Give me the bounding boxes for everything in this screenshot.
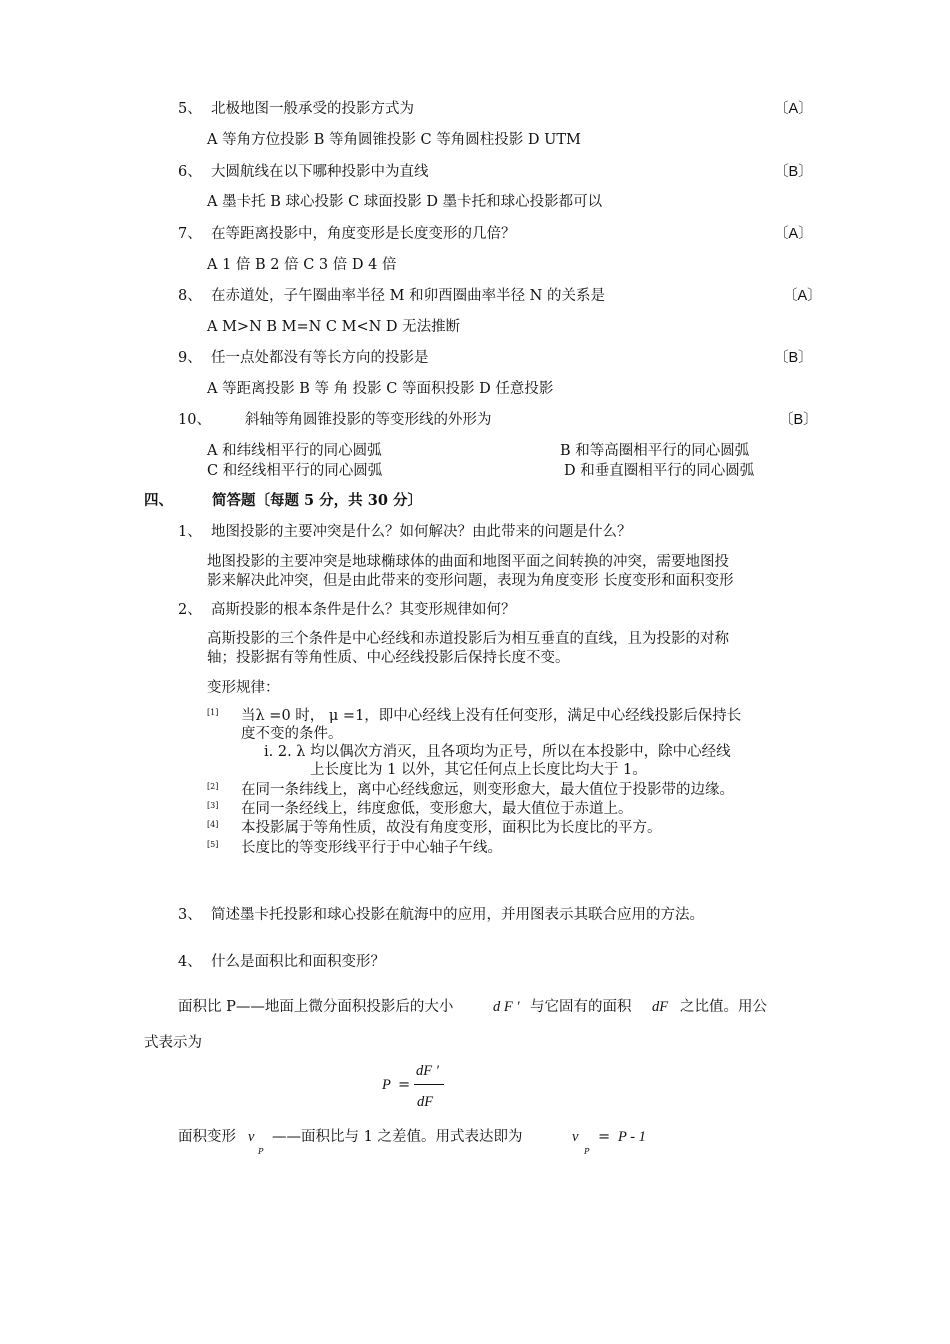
question-8-text: 在赤道处，子午圈曲率半径 M 和卯酉圈曲率半径 N 的关系是 [211,288,605,304]
rule-2-marker: [2] [207,782,219,791]
section-4-title: 简答题〔每题 5 分，共 30 分〕 [212,492,422,509]
question-10-option-b: B 和等高圈相平行的同心圆弧 [560,443,750,459]
question-8-options: A M>N B M=N C M<N D 无法推断 [207,319,461,335]
rule-5-marker: [5] [207,840,219,849]
rule-5-text: 长度比的等变形线平行于中心轴子午线。 [241,840,502,856]
area-deformation-v-sub: P [258,1147,264,1156]
rule-4-text: 本投影属于等角性质，故没有角度变形，面积比为长度比的平方。 [241,820,662,836]
rule-1-sub-line2: 上长度比为 1 以外，其它任何点上长度比均大于 1。 [310,762,647,778]
sq3-question: 简述墨卡托投影和球心投影在航海中的应用，并用图表示其联合应用的方法。 [211,907,704,923]
sq2-question: 高斯投影的根本条件是什么？其变形规律如何？ [211,602,516,618]
area-deformation-v: v [248,1129,255,1145]
sq1-number: 1、 [178,524,202,540]
area-ratio-dF-prime: d F ′ [493,999,520,1015]
rule-4-marker: [4] [207,820,219,829]
area-ratio-text-a: 面积比 P——地面上微分面积投影后的大小 [178,999,454,1015]
area-deformation-rhs: P - 1 [618,1129,646,1145]
question-7-options: A 1 倍 B 2 倍 C 3 倍 D 4 倍 [207,257,397,273]
question-10-option-c: C 和经线相平行的同心圆弧 [207,463,383,479]
question-6-number: 6、 [178,164,202,180]
rule-1-marker: [1] [207,708,219,717]
rule-3-marker: [3] [207,801,219,810]
question-9-number: 9、 [178,350,202,366]
question-5-options: A 等角方位投影 B 等角圆锥投影 C 等角圆柱投影 D UTM [207,132,581,148]
rule-1-line2: 度不变的条件。 [241,726,343,742]
question-5-text: 北极地图一般承受的投影方式为 [211,101,414,117]
formula-equals: = [398,1077,411,1093]
area-ratio-dF: dF [652,999,669,1015]
question-9-options: A 等距离投影 B 等 角 投影 C 等面积投影 D 任意投影 [207,381,554,397]
question-6-answer: 〔B〕 [774,164,813,180]
question-8-number: 8、 [178,288,202,304]
rule-2-text: 在同一条纬线上，离中心经线愈远，则变形愈大，最大值位于投影带的边缘。 [241,782,734,798]
sq2-answer-line2: 轴；投影据有等角性质、中心经线投影后保持长度不变。 [207,650,570,666]
sq2-number: 2、 [178,602,202,618]
sq1-answer-line2: 影来解决此冲突，但是由此带来的变形问题，表现为角度变形 长度变形和面积变形 [207,573,734,589]
rule-1-line1: 当λ =0 时， μ =1，即中心经线上没有任何变形，满足中心经线投影后保持长 [241,708,742,724]
question-10-answer: 〔B〕 [779,412,818,428]
sq2-rules-label: 变形规律： [207,680,280,696]
question-10-option-d: D 和垂直圈相平行的同心圆弧 [564,463,755,479]
area-deformation-label: 面积变形 [178,1129,236,1145]
section-4-label: 四、 [144,492,173,509]
sq1-answer-line1: 地图投影的主要冲突是地球椭球体的曲面和地图平面之间转换的冲突，需要地图投 [207,554,729,570]
question-9-answer: 〔B〕 [774,350,813,366]
area-deformation-v2-sub: P [584,1147,590,1156]
area-ratio-text-cont: 式表示为 [144,1035,202,1051]
question-8-answer: 〔A〕 [783,288,822,304]
formula-denominator: dF [417,1094,434,1110]
rule-1-sub-line1: i. 2. λ 均以偶次方消灭，且各项均为正号，所以在本投影中，除中心经线 [264,744,731,760]
question-5-answer: 〔A〕 [774,101,813,117]
rule-3-text: 在同一条经线上，纬度愈低，变形愈大，最大值位于赤道上。 [241,801,633,817]
sq4-number: 4、 [178,954,202,970]
question-6-options: A 墨卡托 B 球心投影 C 球面投影 D 墨卡托和球心投影都可以 [207,194,603,210]
question-10-text: 斜轴等角圆锥投影的等变形线的外形为 [245,412,492,428]
question-5-number: 5、 [178,101,202,117]
question-10-option-a: A 和纬线相平行的同心圆弧 [207,443,382,459]
formula-P: P [382,1077,391,1093]
question-10-number: 10、 [178,412,211,428]
formula-numerator: dF ′ [416,1063,439,1079]
area-ratio-text-c: 之比值。用公 [680,999,767,1015]
area-ratio-text-b: 与它固有的面积 [530,999,632,1015]
area-deformation-text: ——面积比与 1 之差值。用式表达即为 [272,1129,523,1145]
formula-fraction-bar [414,1084,444,1085]
area-deformation-v2: v [572,1129,579,1145]
sq3-number: 3、 [178,907,202,923]
question-7-text: 在等距离投影中，角度变形是长度变形的几倍？ [211,226,516,242]
sq2-answer-line1: 高斯投影的三个条件是中心经线和赤道投影后为相互垂直的直线，且为投影的对称 [207,631,729,647]
area-deformation-equals: = [598,1129,611,1145]
sq4-question: 什么是面积比和面积变形？ [211,954,385,970]
question-7-number: 7、 [178,226,202,242]
question-7-answer: 〔A〕 [774,226,813,242]
sq1-question: 地图投影的主要冲突是什么？如何解决？由此带来的问题是什么？ [211,524,632,540]
question-9-text: 任一点处都没有等长方向的投影是 [211,350,429,366]
question-6-text: 大圆航线在以下哪种投影中为直线 [211,164,429,180]
